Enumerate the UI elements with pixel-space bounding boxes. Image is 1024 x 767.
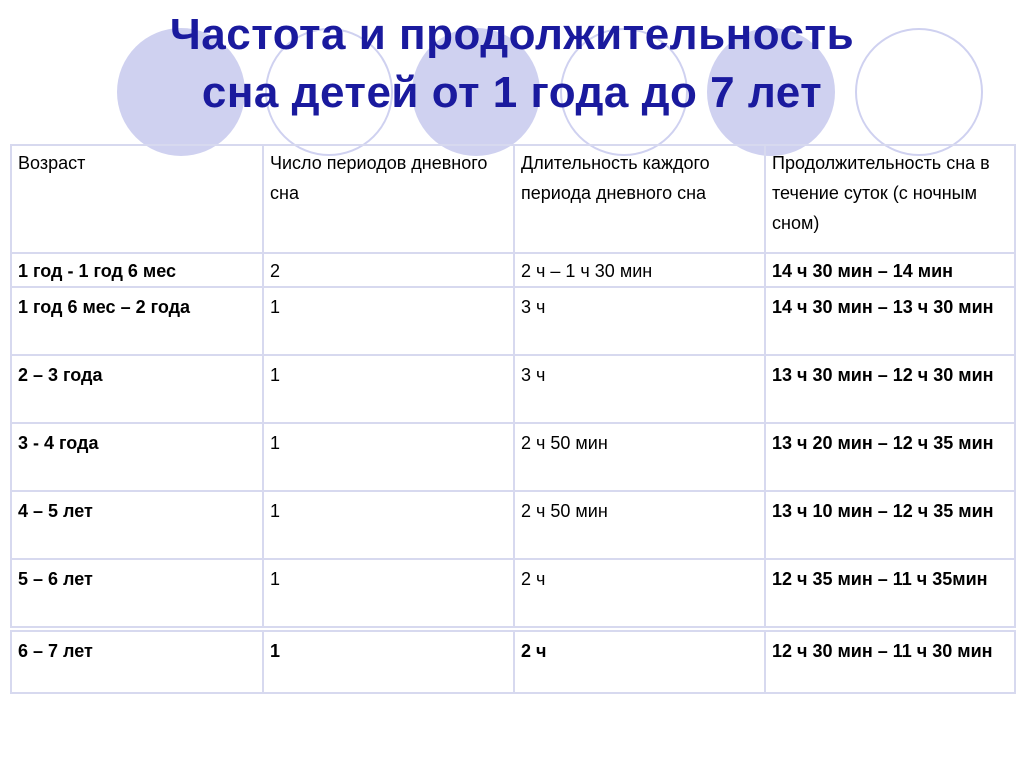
table-row bbox=[11, 629, 1015, 693]
cell-age: 2 – 3 года bbox=[11, 355, 263, 423]
page-title bbox=[0, 6, 1024, 122]
header-periods: Число периодов дневного сна bbox=[263, 145, 514, 253]
table-row bbox=[11, 253, 1015, 287]
cell-total: 14 ч 30 мин – 13 ч 30 мин bbox=[765, 287, 1015, 355]
cell-age: 1 год 6 мес – 2 года bbox=[11, 287, 263, 355]
cell-total: 12 ч 30 мин – 11 ч 30 мин bbox=[765, 629, 1015, 693]
cell-periods: 2 bbox=[263, 253, 514, 287]
title-line-2: сна детей от 1 года до 7 лет bbox=[201, 68, 823, 117]
cell-age: 5 – 6 лет bbox=[11, 559, 263, 629]
cell-duration: 2 ч bbox=[514, 629, 765, 693]
cell-total: 13 ч 20 мин – 12 ч 35 мин bbox=[765, 423, 1015, 491]
header-age: Возраст bbox=[11, 145, 263, 253]
cell-duration: 3 ч bbox=[514, 287, 765, 355]
table-header-row bbox=[11, 145, 1015, 253]
title-line-1: Частота и продолжительность bbox=[169, 10, 855, 59]
cell-total: 13 ч 10 мин – 12 ч 35 мин bbox=[765, 491, 1015, 559]
cell-duration: 2 ч 50 мин bbox=[514, 423, 765, 491]
table-row bbox=[11, 355, 1015, 423]
cell-periods: 1 bbox=[263, 423, 514, 491]
sleep-table bbox=[10, 144, 1016, 694]
cell-age: 1 год - 1 год 6 мес bbox=[11, 253, 263, 287]
table-row bbox=[11, 559, 1015, 629]
cell-age: 3 - 4 года bbox=[11, 423, 263, 491]
cell-duration: 3 ч bbox=[514, 355, 765, 423]
table-row bbox=[11, 491, 1015, 559]
cell-duration: 2 ч – 1 ч 30 мин bbox=[514, 253, 765, 287]
cell-age: 6 – 7 лет bbox=[11, 629, 263, 693]
cell-periods: 1 bbox=[263, 629, 514, 693]
cell-periods: 1 bbox=[263, 491, 514, 559]
cell-periods: 1 bbox=[263, 287, 514, 355]
header-total: Продолжительность сна в течение суток (с ночным сном) bbox=[765, 145, 1015, 253]
cell-duration: 2 ч 50 мин bbox=[514, 491, 765, 559]
cell-total: 14 ч 30 мин – 14 мин bbox=[765, 253, 1015, 287]
cell-duration: 2 ч bbox=[514, 559, 765, 629]
table-row bbox=[11, 423, 1015, 491]
cell-periods: 1 bbox=[263, 559, 514, 629]
cell-total: 13 ч 30 мин – 12 ч 30 мин bbox=[765, 355, 1015, 423]
table-row bbox=[11, 287, 1015, 355]
cell-periods: 1 bbox=[263, 355, 514, 423]
cell-total: 12 ч 35 мин – 11 ч 35мин bbox=[765, 559, 1015, 629]
header-duration: Длительность каждого периода дневного сна bbox=[514, 145, 765, 253]
cell-age: 4 – 5 лет bbox=[11, 491, 263, 559]
